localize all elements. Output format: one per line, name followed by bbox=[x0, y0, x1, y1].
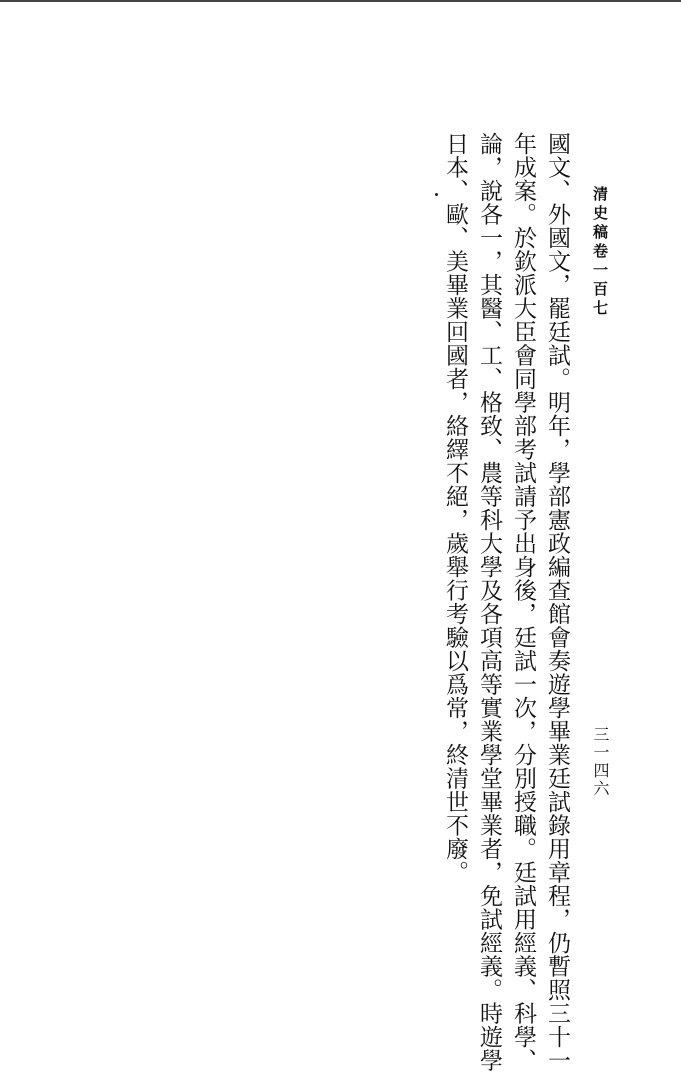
page-number: 三一四六 bbox=[591, 726, 610, 798]
text-line: 國文、外國文，罷廷試。明年，學部憲政編查館會奏遊學畢業廷試錄用章程，仍暫照三十一 bbox=[544, 132, 570, 1072]
top-border-line bbox=[0, 0, 681, 2]
ink-speck bbox=[435, 193, 438, 196]
running-header: 清史稿卷一百七 bbox=[591, 186, 609, 319]
text-line: 日本、歐、美畢業回國者，絡繹不絕，歲舉行考驗以爲常，終清世不廢。 bbox=[442, 132, 468, 884]
text-line: 論，說各一，其醫、工、格致、農等科大學及各項高等實業學堂畢業者，免試經義。時遊學 bbox=[476, 132, 502, 1072]
text-line: 年成案。於欽派大臣會同學部考試請予出身後，廷試一次，分別授職。廷試用經義、科學、 bbox=[510, 132, 536, 1072]
